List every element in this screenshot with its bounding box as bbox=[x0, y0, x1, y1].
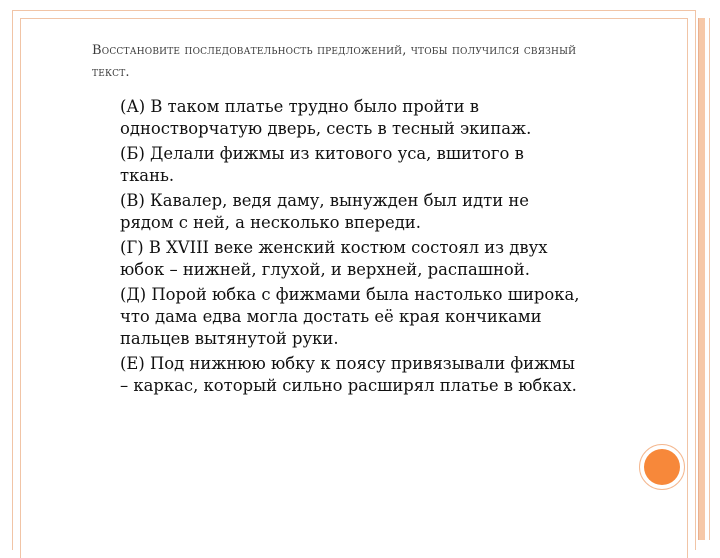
slide-side-line bbox=[709, 18, 710, 540]
slide-side-bar bbox=[698, 18, 705, 540]
sentence-e: (Е) Под нижнюю юбку к поясу привязывали фижмы – каркас, который сильно расширял платье в юбках. bbox=[120, 354, 577, 395]
decorative-circle bbox=[644, 449, 680, 485]
sentence-list bbox=[120, 96, 580, 400]
sentence-a: (А) В таком платье трудно было пройти в одностворчатую дверь, сесть в тесный экипаж. bbox=[120, 97, 532, 138]
sentence-g: (Г) В XVIII веке женский костюм состоял из двух юбок – нижней, глухой, и верхней, распашной. bbox=[120, 238, 548, 279]
sentence-d: (Д) Порой юбка с фижмами была настолько широка, что дама едва могла достать её края кончиками пальцев вытянутой руки. bbox=[120, 285, 580, 348]
sentence-v: (В) Кавалер, ведя даму, вынужден был идти не рядом с ней, а несколько впереди. bbox=[120, 191, 529, 232]
slide-title: Восстановите последовательность предложений, чтобы получился связный текст. bbox=[92, 43, 577, 80]
sentence-b: (Б) Делали фижмы из китового уса, вшитого в ткань. bbox=[120, 144, 524, 185]
